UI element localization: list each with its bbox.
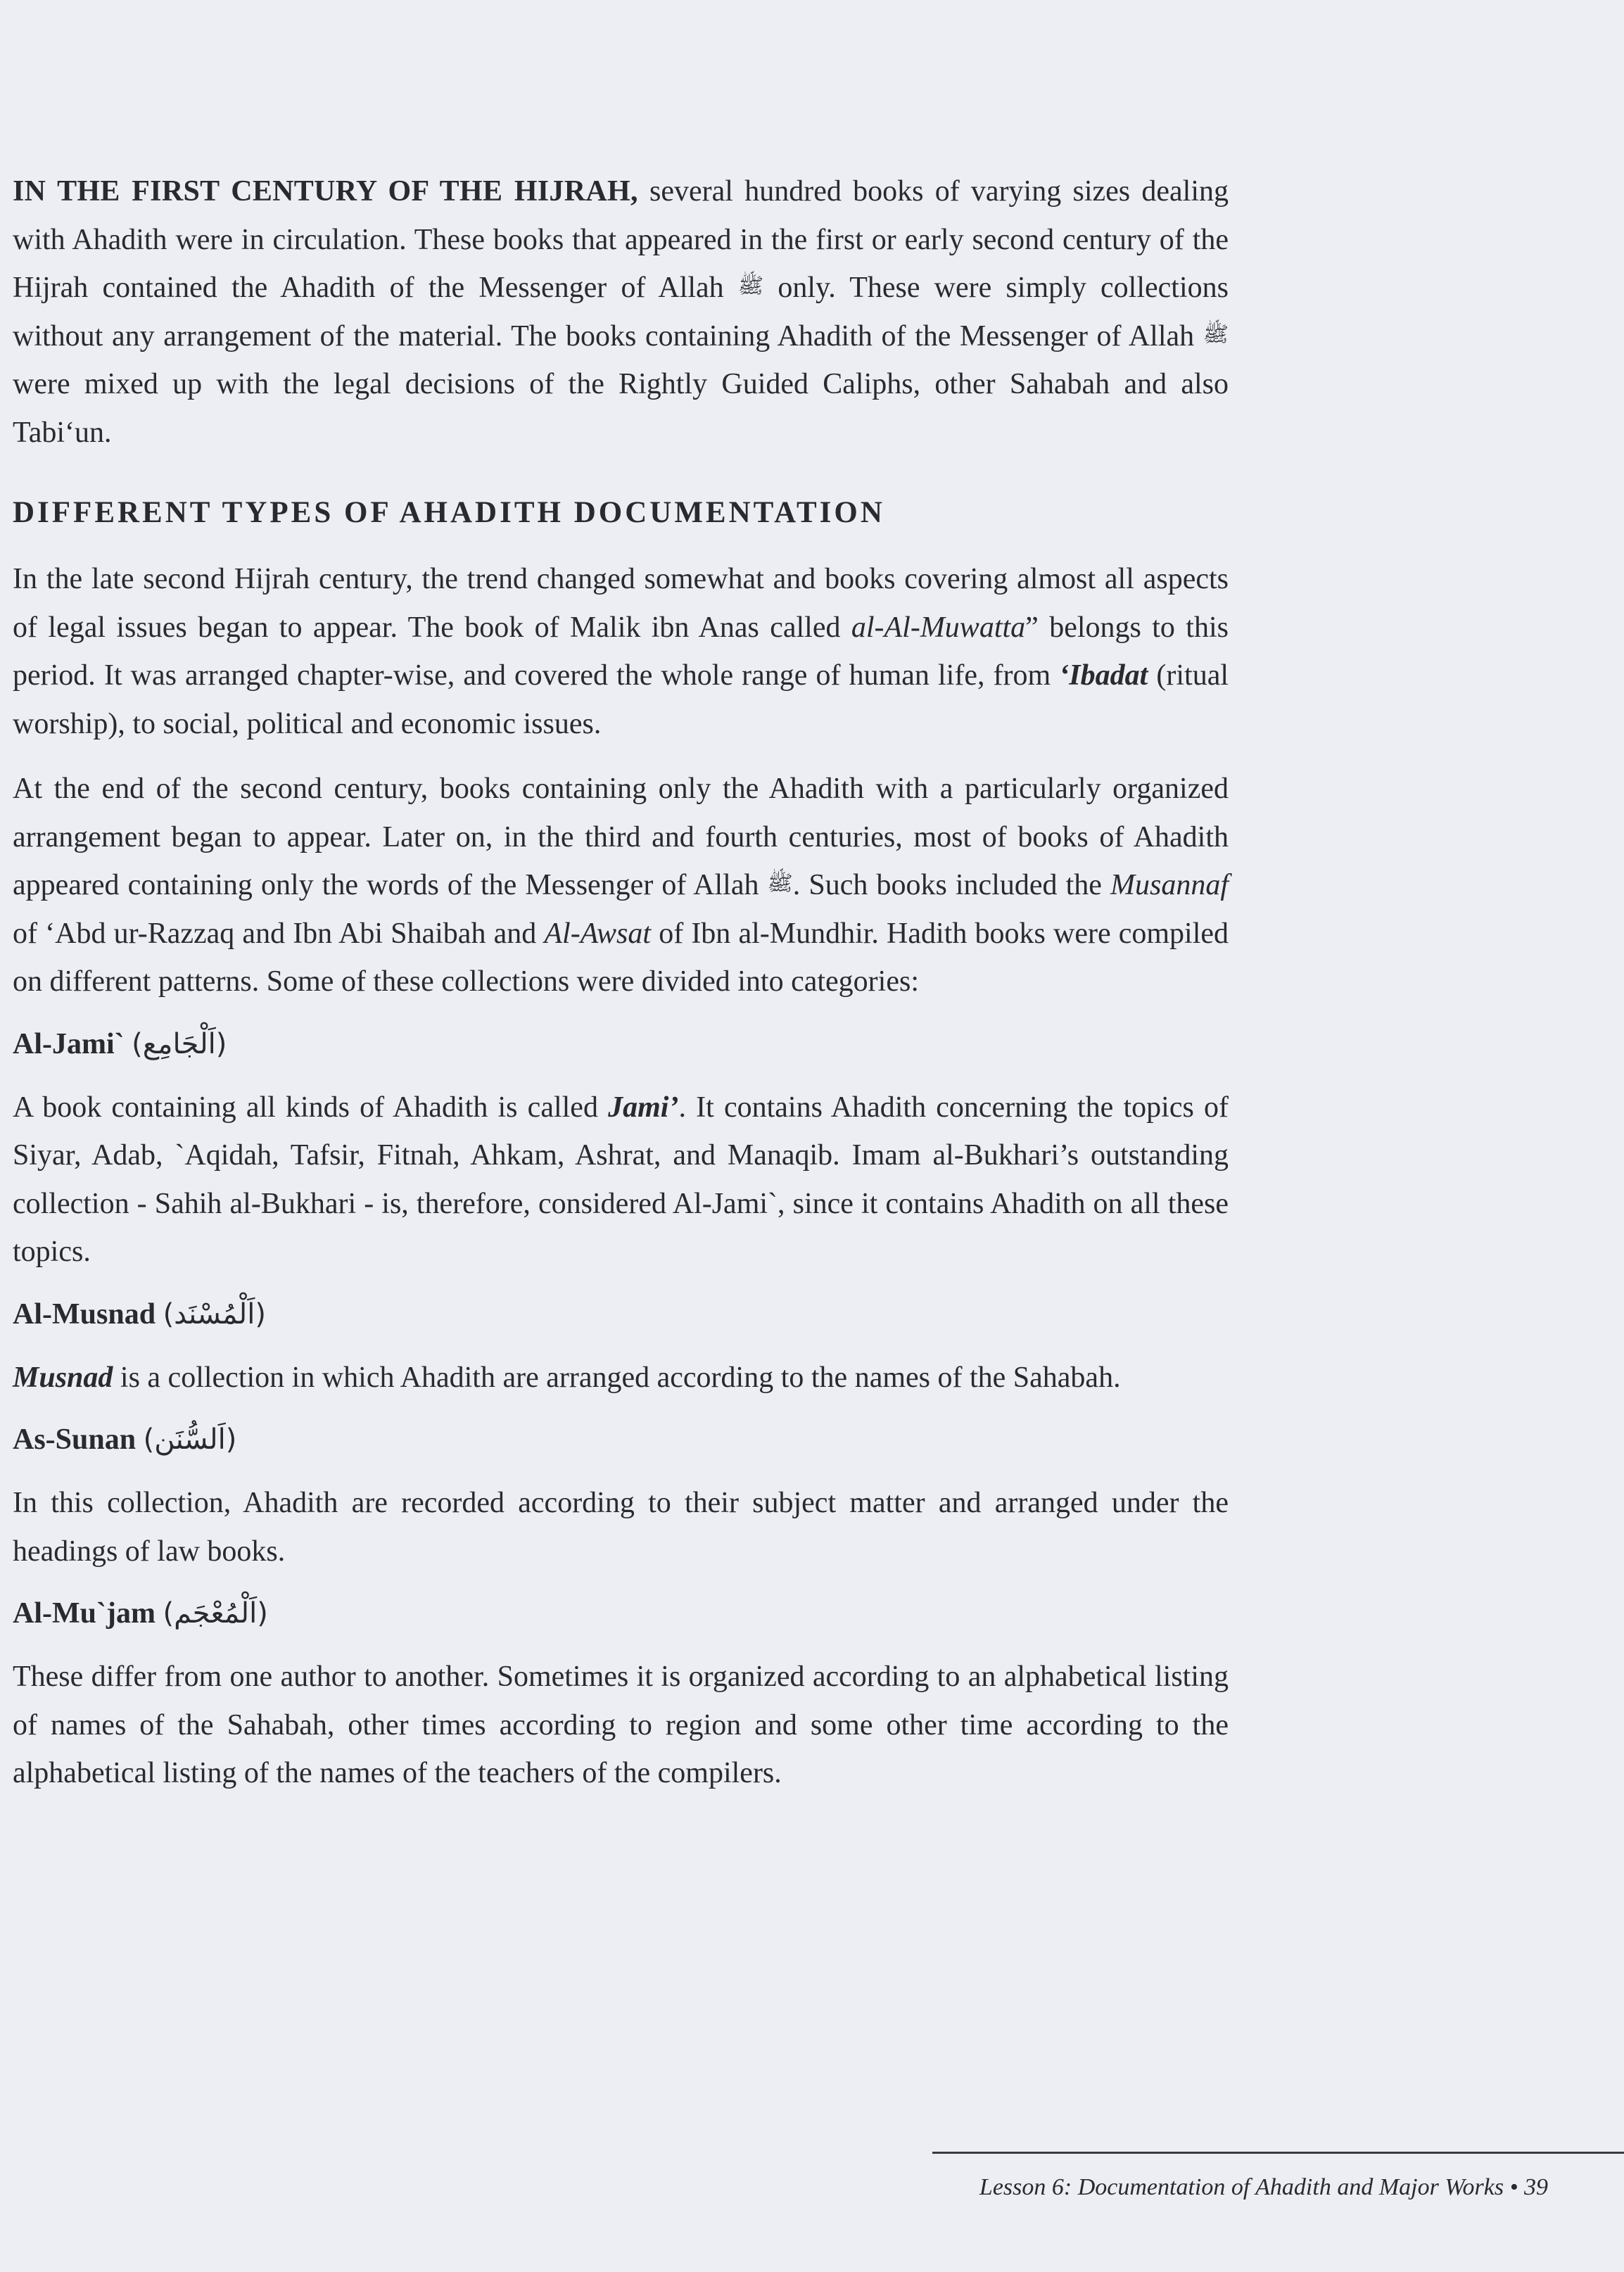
section-paragraph-1: In the late second Hijrah century, the trend changed somewhat and books covering almost all aspects of legal issues began to appear. The book of Malik ibn Anas called al-Al-Muwatta” belongs to this period. It was arranged chapter-wise, and covered the whole range of human life, from ‘Ibadat (ritual worship), to social, political and economic issues. xyxy=(13,563,1229,740)
salutation-icon: ﷺ xyxy=(767,871,793,896)
mujam-arabic: (اَلْمُعْجَم) xyxy=(163,1597,268,1630)
page-content xyxy=(13,167,1229,1815)
jami-paragraph: A book containing all kinds of Ahadith is called Jami’. It contains Ahadith concerning the topics of Siyar, Adab, `Aqidah, Tafsir, Fitnah, Ahkam, Ashrat, and Manaqib. Imam al-Bukhari’s outstanding collection - Sahih al-Bukhari - is, therefore, considered Al-Jami`, since it contains Ahadith on all these topics. xyxy=(13,1091,1229,1268)
sunan-heading: As-Sunan (اَلسُّنَن) xyxy=(13,1423,237,1456)
musnad-heading: Al-Musnad (اَلْمُسْنَد) xyxy=(13,1297,266,1331)
salutation-icon: ﷺ xyxy=(737,274,764,298)
intro-lead: IN THE FIRST CENTURY OF THE HIJRAH, xyxy=(13,175,638,208)
musnad-arabic: (اَلْمُسْنَد) xyxy=(163,1297,266,1331)
salutation-icon: ﷺ xyxy=(1203,322,1229,347)
jami-arabic: (اَلْجَامِع) xyxy=(132,1027,227,1060)
musnad-paragraph: Musnad is a collection in which Ahadith are arranged according to the names of the Sahabah. xyxy=(13,1361,1121,1394)
running-footer: Lesson 6: Documentation of Ahadith and Major Works • 39 xyxy=(979,2174,1548,2200)
sunan-arabic: (اَلسُّنَن) xyxy=(143,1423,237,1456)
sunan-paragraph: In this collection, Ahadith are recorded according to their subject matter and arranged under the headings of law books. xyxy=(13,1487,1229,1568)
mujam-heading: Al-Mu`jam (اَلْمُعْجَم) xyxy=(13,1597,268,1630)
section-heading: DIFFERENT TYPES OF AHADITH DOCUMENTATION xyxy=(13,496,885,529)
footer-rule xyxy=(932,2152,1624,2154)
jami-heading: Al-Jami` (اَلْجَامِع) xyxy=(13,1027,227,1060)
mujam-paragraph: These differ from one author to another. Sometimes it is organized according to an alphabetical listing of names of the Sahabah, other times according to region and some other time according to the alphabetical listing of the names of the teachers of the compilers. xyxy=(13,1661,1229,1789)
section-paragraph-2: At the end of the second century, books containing only the Ahadith with a particularly organized arrangement began to appear. Later on, in the third and fourth centuries, most of books of Ahadith appeared containing only the words of the Messenger of Allah ﷺ. Such books included the Musannaf of ‘Abd ur-Razzaq and Ibn Abi Shaibah and Al-Awsat of Ibn al-Mundhir. Hadith books were compiled on different patterns. Some of these collections were divided into categories: xyxy=(13,773,1229,998)
intro-paragraph: IN THE FIRST CENTURY OF THE HIJRAH, several hundred books of varying sizes dealing with Ahadith were in circulation. These books that appeared in the first or early second century of the Hijrah contained the Ahadith of the Messenger of Allah ﷺ only. These were simply collections without any arrangement of the material. The books containing Ahadith of the Messenger of Allah ﷺ were mixed up with the legal decisions of the Rightly Guided Caliphs, other Sahabah and also Tabi‘un. xyxy=(13,175,1229,449)
